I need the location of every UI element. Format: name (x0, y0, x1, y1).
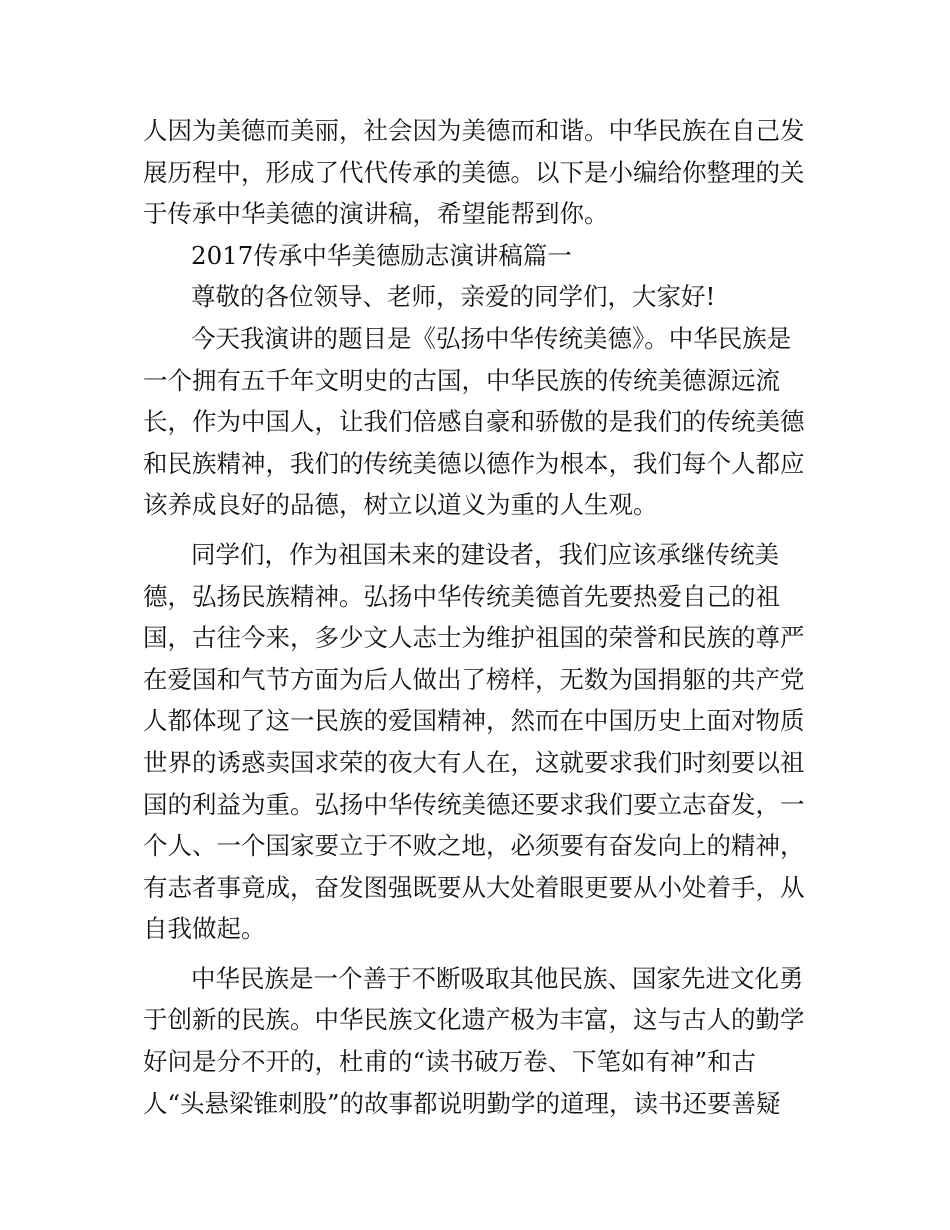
section-title: 2017传承中华美德励志演讲稿篇一 (191, 240, 572, 270)
paragraph-3-line-4: 人“头悬梁锥刺股”的故事都说明勤学的道理，读书还要善疑 (143, 1088, 781, 1118)
paragraph-2-line-3: 国，古往今来，多少文人志士为维护祖国的荣誉和民族的尊严 (143, 623, 805, 653)
paragraph-2-line-1: 同学们，作为祖国未来的建设者，我们应该承继传统美 (191, 539, 779, 569)
paragraph-2-line-10: 自我做起。 (143, 914, 266, 944)
paragraph-2-line-8: 个人、一个国家要立于不败之地，必须要有奋发向上的精神， (143, 831, 805, 861)
paragraph-1-line-5: 该养成良好的品德，树立以道义为重的人生观。 (143, 490, 658, 520)
paragraph-2-line-7: 国的利益为重。弘扬中华传统美德还要求我们要立志奋发，一 (143, 789, 805, 819)
paragraph-2-line-4: 在爱国和气节方面为后人做出了榜样，无数为国捐躯的共产党 (143, 664, 805, 694)
paragraph-1-line-1: 今天我演讲的题目是《弘扬中华传统美德》。中华民族是 (191, 323, 792, 353)
paragraph-3-line-1: 中华民族是一个善于不断吸取其他民族、国家先进文化勇 (191, 963, 804, 993)
document-page (143, 110, 813, 1124)
paragraph-2-line-6: 世界的诱惑卖国求荣的夜大有人在，这就要求我们时刻要以祖 (143, 747, 805, 777)
paragraph-3-line-3: 好问是分不开的，杜甫的“读书破万卷、下笔如有神”和古 (143, 1047, 757, 1077)
paragraph-1-line-4: 和民族精神，我们的传统美德以德作为根本，我们每个人都应 (143, 448, 805, 478)
paragraph-3-line-2: 于创新的民族。中华民族文化遗产极为丰富，这与古人的勤学 (143, 1005, 805, 1035)
paragraph-1-line-2: 一个拥有五千年文明史的古国，中华民族的传统美德源远流 (143, 365, 780, 395)
paragraph-1-line-3: 长，作为中国人，让我们倍感自豪和骄傲的是我们的传统美德 (143, 407, 805, 437)
intro-line-1: 人因为美德而美丽，社会因为美德而和谐。中华民族在自己发 (143, 116, 805, 145)
paragraph-2-line-5: 人都体现了这一民族的爱国精神，然而在中国历史上面对物质 (143, 706, 805, 736)
intro-line-2: 展历程中，形成了代代传承的美德。以下是小编给你整理的关 (143, 157, 805, 187)
paragraph-2-line-2: 德，弘扬民族精神。弘扬中华传统美德首先要热爱自己的祖 (143, 581, 780, 611)
paragraph-2-line-9: 有志者事竟成，奋发图强既要从大处着眼更要从小处着手，从 (143, 872, 805, 902)
greeting-line: 尊敬的各位领导、老师，亲爱的同学们，大家好! (191, 282, 716, 312)
intro-line-3: 于传承中华美德的演讲稿，希望能帮到你。 (143, 199, 609, 229)
